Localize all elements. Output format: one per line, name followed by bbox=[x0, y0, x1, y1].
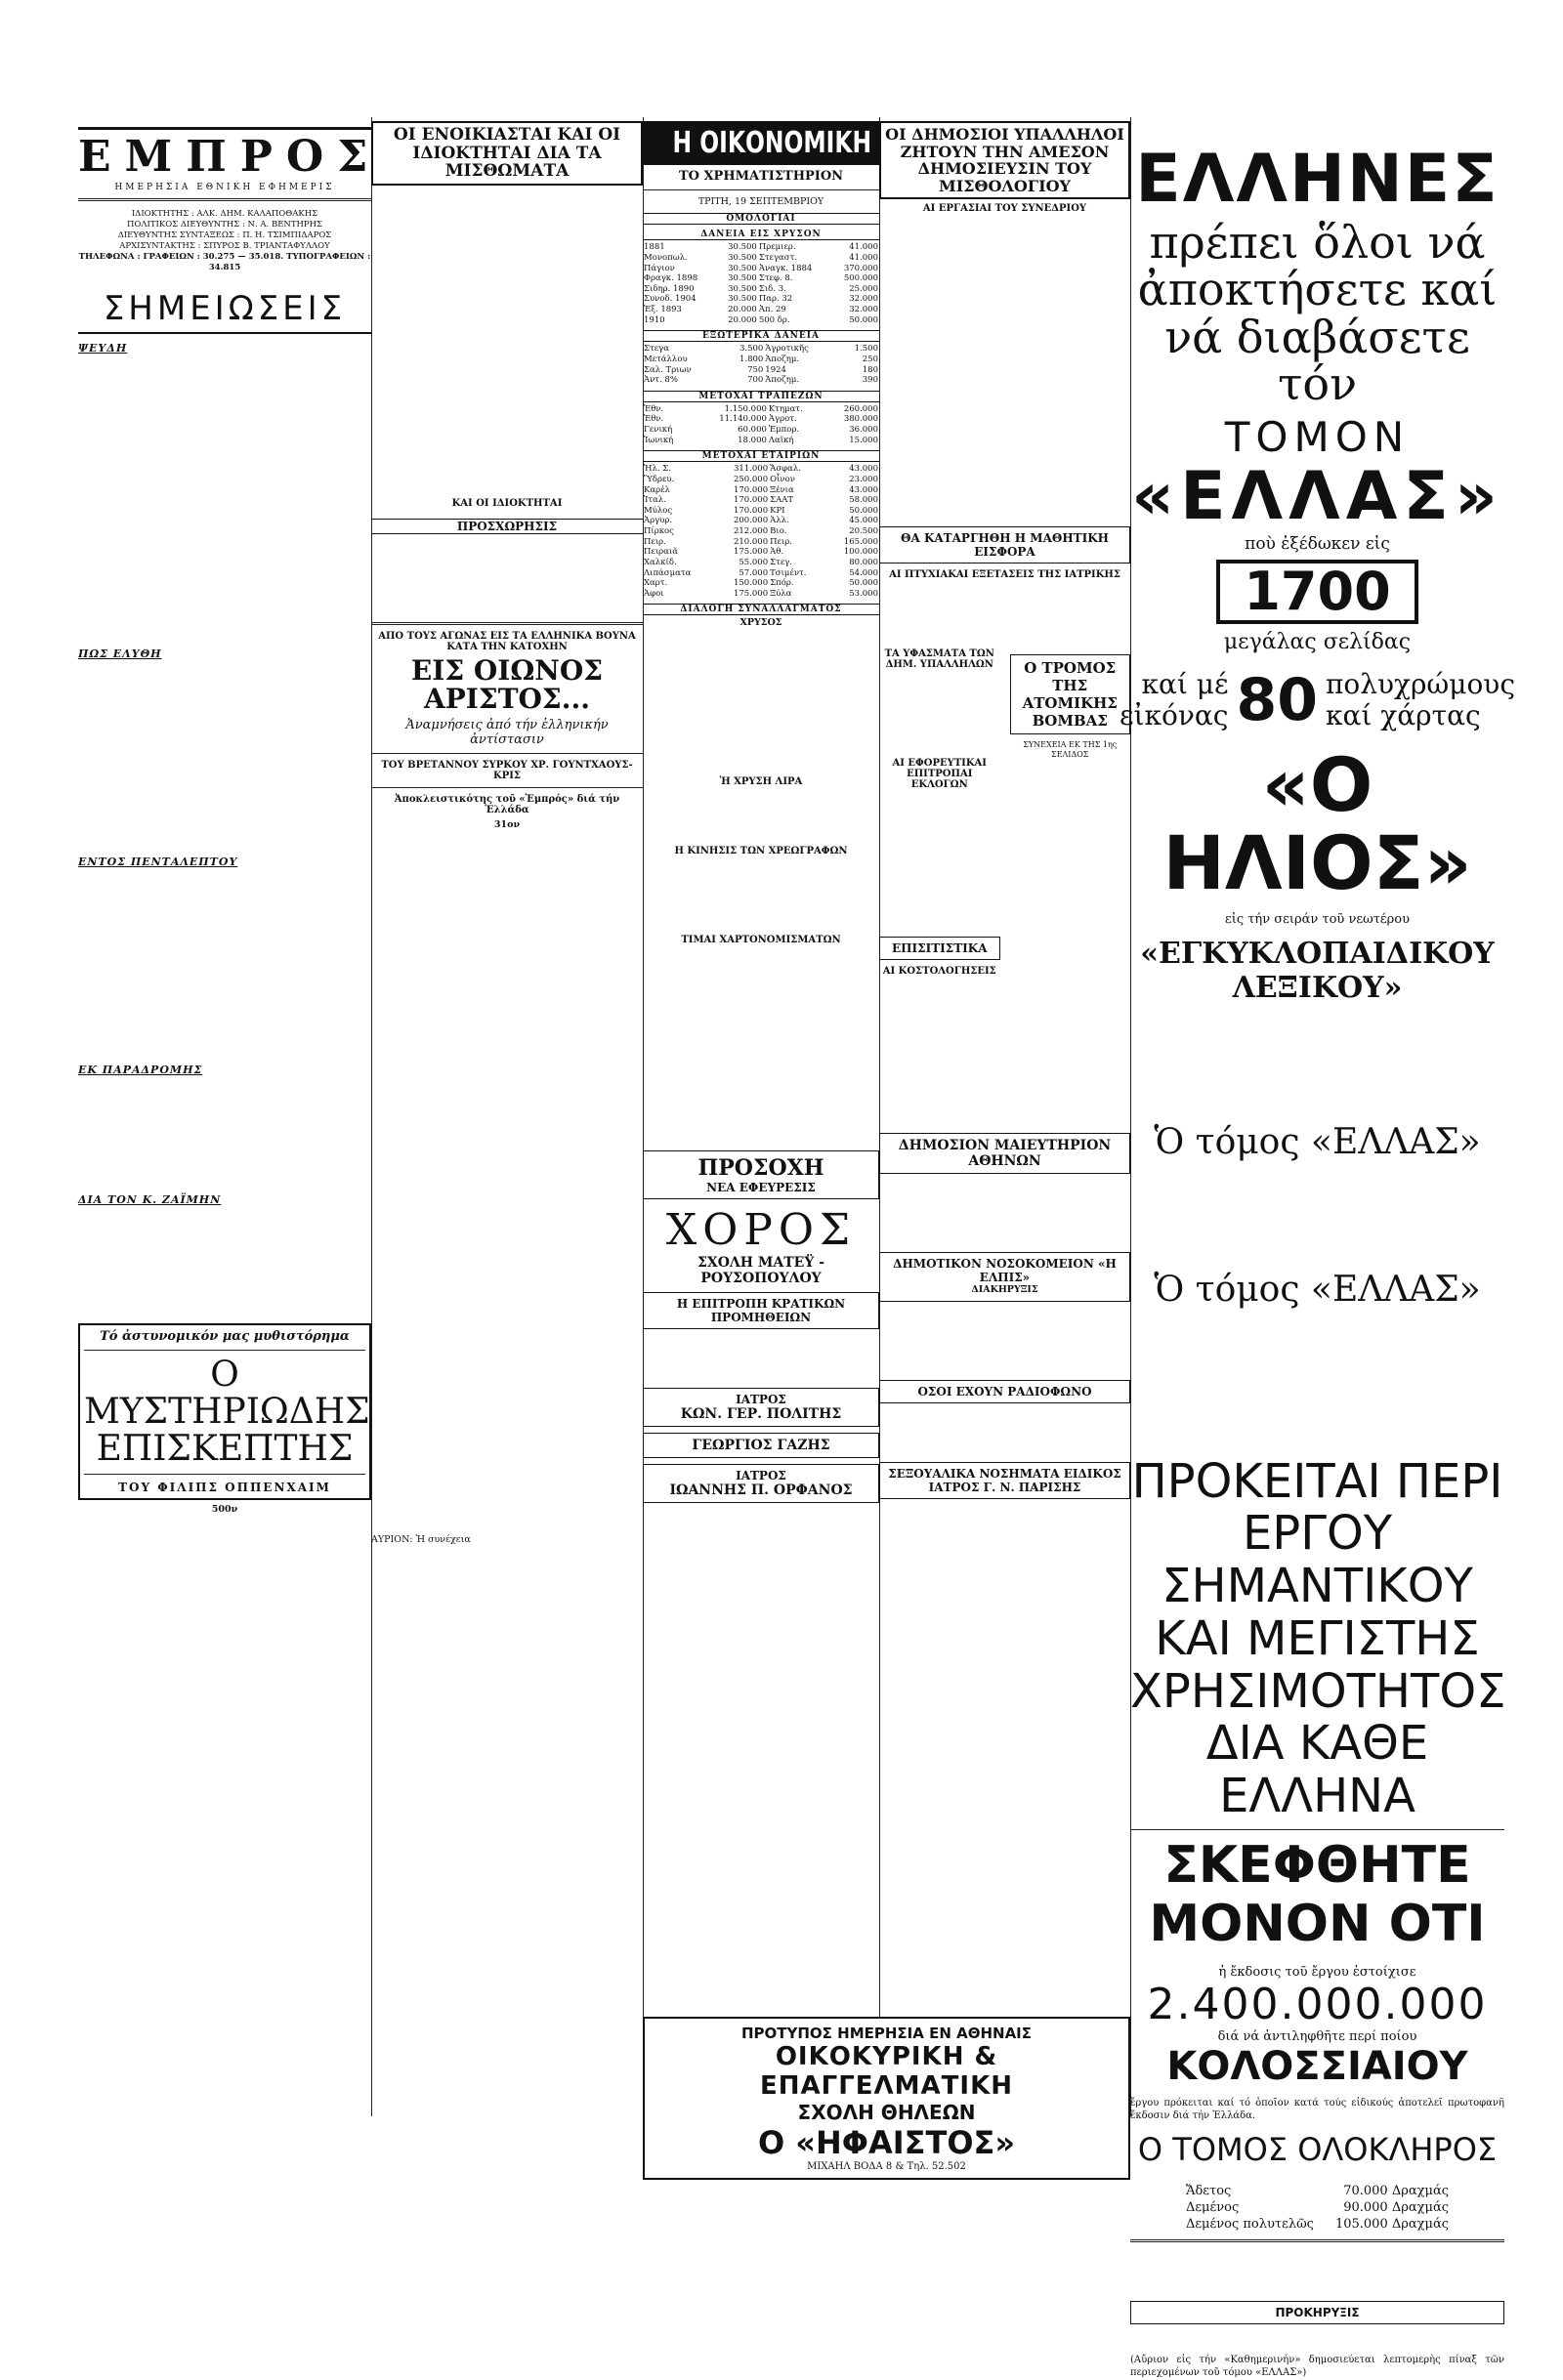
table-row: Ἠλ. Σ. 311.000 Ἄσφαλ. 43.000 bbox=[644, 464, 878, 475]
ad-series-intro: εἰς τήν σειράν τοῦ νεωτέρου bbox=[1224, 911, 1410, 927]
doctor-ad bbox=[643, 1464, 879, 1503]
exclusive-note: Ἀποκλειστικότης τοῦ «Ἐμπρός» διά τήν Ἑλλάδα bbox=[394, 793, 620, 815]
divider bbox=[1130, 1829, 1504, 1830]
ad-images-right bbox=[1326, 669, 1515, 731]
table-row: Φραγκ. 1898 30.500 Στεφ. 8. 500.000 bbox=[644, 273, 878, 284]
table-row: Δεμένος πολυτελῶς 105.000 Δραχμάς bbox=[1185, 2216, 1450, 2232]
table-row: Πειραιᾶ 175.000 Ἀθ. 100.000 bbox=[644, 547, 878, 558]
ad-intro: πρέπει ὅλοι νά ἀποκτήσετε καί νά διαβάσετε τόν bbox=[1137, 216, 1498, 410]
doctor-name: ΚΩΝ. ΓΕΡ. ΠΟΛΙΤΗΣ bbox=[680, 1405, 842, 1422]
table-row: 1881 30.500 Πρεμιερ. 41.000 bbox=[644, 242, 878, 253]
ad-whole-volume: Ο ΤΟΜΟΣ ΟΛΟΚΛΗΡΟΣ bbox=[1137, 2130, 1498, 2168]
subheading: Η ΚΙΝΗΣΙΣ ΤΩΝ ΧΡΕΩΓΡΑΦΩΝ bbox=[674, 845, 848, 856]
dance-ad-title: ΧΟΡΟΣ bbox=[665, 1204, 857, 1255]
company-shares-table bbox=[643, 464, 879, 599]
table-row: Ἀργυρ. 200.000 Ἀλλ. 45.000 bbox=[644, 516, 878, 526]
ad-think-headline: ΣΚΕΦΘΗΤΕ ΜΟΝΟΝ ΟΤΙ bbox=[1149, 1835, 1486, 1953]
committee-title: Η ΕΠΙΤΡΟΠΗ ΚΡΑΤΙΚΩΝ ΠΡΟΜΗΘΕΙΩΝ bbox=[676, 1296, 846, 1324]
ad-published-in: ποὺ ἐξέδωκεν εἰς bbox=[1245, 533, 1390, 554]
market-section-title: ΕΞΩΤΕΡΙΚΑ ΔΑΝΕΙΑ bbox=[643, 330, 879, 342]
foreign-loans-table bbox=[643, 344, 879, 386]
resistance-byline: ΤΟΥ ΒΡΕΤΑΝΝΟΥ ΣΥΡΚΟΥ ΧΡ. ΓΟΥΝΤΧΑΟΥΣ-ΚΡΙΣ bbox=[381, 759, 633, 781]
encyclopedia-ad bbox=[1119, 117, 1515, 2380]
school-ad-line: ΠΡΟΤΥΠΟΣ ΗΜΕΡΗΣΙΑ ΕΝ ΑΘΗΝΑΙΣ bbox=[740, 2025, 1033, 2042]
ad-volume-title: «ΕΛΛΑΣ» bbox=[1131, 458, 1503, 536]
news-heading: ΕΠΙΣΙΤΙΣΤΙΚΑ bbox=[892, 941, 988, 956]
resistance-kicker: ΑΠΟ ΤΟΥΣ ΑΓΩΝΑΣ ΕΙΣ ΤΑ ΕΛΛΗΝΙΚΑ ΒΟΥΝΑ ΚΑΤΑ ΤΗΝ ΚΑΤΟΧΗΝ bbox=[378, 631, 636, 653]
masthead-info-line: ΔΙΕΥΘΥΝΤΗΣ ΣΥΝΤΑΞΕΩΣ : Π. Η. ΤΣΙΜΠΙΔΑΡΟΣ bbox=[117, 230, 332, 241]
civil-servants-headline: ΟΙ ΔΗΜΟΣΙΟΙ ΥΠΑΛΛΗΛΟΙ ΖΗΤΟΥΝ ΤΗΝ ΑΜΕΣΟΝ ΔΗΜΟΣΙΕΥΣΙΝ ΤΟΥ ΜΙΣΘΟΛΟΓΙΟΥ bbox=[885, 125, 1124, 195]
serial-title-box bbox=[78, 1323, 371, 1499]
ad-publisher: «Ο ΗΛΙΟΣ» bbox=[1162, 740, 1472, 906]
masthead bbox=[78, 127, 382, 192]
serial-episode: 500ν bbox=[211, 1503, 238, 1515]
news-heading-box bbox=[879, 526, 1130, 564]
gold-loans-table bbox=[643, 242, 879, 325]
ad-volume-repeat: Ὁ τόμος «ΕΛΛΑΣ» bbox=[1154, 1121, 1481, 1162]
table-row: Λιπάσματα 57.000 Τσιμέντ. 54.000 bbox=[644, 567, 878, 578]
tenants-headline: ΟΙ ΕΝΟΙΚΙΑΣΤΑΙ ΚΑΙ ΟΙ ΙΔΙΟΚΤΗΤΑΙ ΔΙΑ ΤΑ ΜΙΣΘΩΜΑΤΑ bbox=[393, 125, 621, 182]
table-row: Σιδηρ. 1890 30.500 Σιδ. 3. 25.000 bbox=[644, 283, 878, 294]
ad-image-count: 80 bbox=[1236, 665, 1318, 734]
market-section-title: ΔΙΑΛΟΓΗ ΣΥΝΑΛΛΑΓΜΑΤΟΣ bbox=[643, 604, 879, 615]
resistance-headline: ΕΙΣ ΟΙΩΝΟΣ ΑΡΙΣΤΟΣ... bbox=[410, 654, 604, 716]
ad-headline: ΕΛΛΗΝΕΣ bbox=[1135, 141, 1500, 218]
masthead-info-line: ΤΗΛΕΦΩΝΑ : ΓΡΑΦΕΙΩΝ : 30.275 — 35.018. ΤΥΠΟΓΡΑΦΕΙΩΝ : 34.815 bbox=[78, 252, 371, 273]
table-row: Μετάλλου 1.800 Ἀποζημ. 250 bbox=[644, 354, 878, 364]
ad-price-table bbox=[1184, 2182, 1451, 2234]
table-row: Δεμένος 90.000 Δραχμάς bbox=[1185, 2199, 1450, 2215]
hospital-sub: ΔΙΑΚΗΡΥΞΙΣ bbox=[971, 1284, 1038, 1296]
masthead-info bbox=[78, 209, 371, 273]
masthead-name: ΕΜΠΡΟΣ bbox=[78, 132, 382, 182]
table-row: Ἰταλ. 170.000 ΣΑΑΤ 58.000 bbox=[644, 495, 878, 506]
divider bbox=[371, 622, 643, 625]
ad-cost-intro: ἡ ἔκδοσις τοῦ ἔργου ἐστοίχισε bbox=[1218, 1964, 1416, 1980]
table-row: Ἀφοι 175.000 Ξύλα 53.000 bbox=[644, 588, 878, 599]
subheading: ΣΥΝΕΧΕΙΑ ΕΚ ΤΗΣ 1ης ΣΕΛΙΔΟΣ bbox=[1023, 740, 1118, 760]
tenants-headline-box bbox=[371, 121, 643, 186]
subheading: ΧΡΥΣΟΣ bbox=[739, 617, 782, 629]
table-row: Καρέλ 170.000 Ξένια 43.000 bbox=[644, 484, 878, 495]
bank-shares-table bbox=[643, 404, 879, 446]
school-ad-name: Ο «ΗΦΑΙΣΤΟΣ» bbox=[757, 2124, 1016, 2161]
table-row: Ἰωνική 18.000 Λαϊκή 15.000 bbox=[644, 435, 878, 445]
news-heading-box bbox=[1010, 654, 1131, 734]
market-section-title: ΟΜΟΛΟΓΙΑΙ bbox=[643, 213, 879, 225]
doctor-title: ΙΑΤΡΟΣ bbox=[736, 1468, 786, 1482]
table-row: Πίρκος 212.000 Βιο. 20.500 bbox=[644, 526, 878, 537]
doctor-title: ΙΑΤΡΟΣ bbox=[736, 1392, 786, 1406]
maternity-title: ΔΗΜΟΣΙΟΝ ΜΑΙΕΥΤΗΡΙΟΝ ΑΘΗΝΩΝ bbox=[898, 1138, 1112, 1170]
subheading: Ἡ ΧΡΥΣΗ ΛΙΡΑ bbox=[719, 775, 803, 787]
rubric-heading: ΨΕΥΔΗ bbox=[78, 342, 128, 355]
hospital-title: ΔΗΜΟΤΙΚΟΝ ΝΟΣΟΚΟΜΕΙΟΝ «Η ΕΛΠΙΣ» bbox=[893, 1257, 1117, 1285]
divider bbox=[371, 787, 643, 788]
subheading: ΤΙΜΑΙ ΧΑΡΤΟΝΟΜΙΣΜΑΤΩΝ bbox=[681, 934, 841, 945]
doctor-name: ΓΕΩΡΓΙΟΣ ΓΑΖΗΣ bbox=[692, 1437, 830, 1453]
masthead-subtitle: ΗΜΕΡΗΣΙΑ ΕΘΝΙΚΗ ΕΦΗΜΕΡΙΣ bbox=[114, 183, 335, 192]
table-row: Ἐθν. 11.140.000 Ἀγροτ. 380.000 bbox=[644, 414, 878, 425]
ad-text: καί μέ bbox=[1141, 667, 1229, 700]
divider bbox=[371, 753, 643, 754]
two-col-block bbox=[879, 648, 1130, 977]
table-row: Ὕδρευ. 250.000 Οἶνον 23.000 bbox=[644, 474, 878, 484]
radio-notice bbox=[879, 1380, 1130, 1403]
table-row: 1910 20.000 500 δρ. 50.000 bbox=[644, 314, 878, 325]
rubric-heading: ΕΚ ΠΑΡΑΔΡΟΜΗΣ bbox=[78, 1064, 203, 1077]
ad-pages-label: μεγάλας σελίδας bbox=[1223, 629, 1412, 654]
ad-images-left bbox=[1119, 669, 1228, 731]
table-row: Ἐξ. 1893 20.000 Ἀπ. 29 32.000 bbox=[644, 305, 878, 315]
ad-important-work: ΠΡΟΚΕΙΤΑΙ ΠΕΡΙ ΕΡΓΟΥ ΣΗΜΑΝΤΙΚΟΥ ΚΑΙ ΜΕΓΙΣΤΗΣ ΧΡΗΣΙΜΟΤΗΤΟΣ ΔΙΑ ΚΑΘΕ ΕΛΛΗΝΑ bbox=[1130, 1453, 1506, 1824]
hospital-notice bbox=[879, 1252, 1130, 1301]
resistance-standfirst: Ἀναμνήσεις ἀπό τήν ἑλληνικήν ἀντίστασιν bbox=[405, 717, 609, 747]
school-ad bbox=[643, 2017, 1130, 2180]
table-row: Μονοπωλ. 30.500 Στεγαστ. 41.000 bbox=[644, 252, 878, 263]
table-row: Ἐθν. 1.150.000 Κτηματ. 260.000 bbox=[644, 403, 878, 414]
school-ad-address: ΜΙΧΑΗΛ ΒΟΔΑ 8 & Τηλ. 52.502 bbox=[807, 2161, 966, 2172]
column-1 bbox=[78, 117, 382, 1520]
divider bbox=[84, 1350, 365, 1351]
ad-text: εἰκόνας bbox=[1119, 698, 1229, 731]
ad-page-count: 1700 bbox=[1216, 560, 1417, 624]
market-section-title: ΜΕΤΟΧΑΙ ΕΤΑΙΡΙΩΝ bbox=[643, 450, 879, 462]
table-row: Χαρτ. 150.000 Σπόρ. 50.000 bbox=[644, 578, 878, 589]
section-title: ΣΗΜΕΙΩΣΕΙΣ bbox=[78, 289, 371, 334]
invention-ad-sub: ΝΕΑ ΕΦΕΥΡΕΣΙΣ bbox=[706, 1180, 816, 1194]
table-row: Ἀντ. 8% 700 Ἀποζημ. 390 bbox=[644, 375, 878, 386]
table-row: Στεγα 3.500 Ἀγροτικῆς 1.500 bbox=[644, 344, 878, 355]
serial-author: ΤΟΥ ΦΙΛΙΠΣ ΟΠΠΕΝΧΑΙΜ bbox=[118, 1480, 331, 1494]
table-row: Πάγιον 30.500 Ἀναγκ. 1884 370.000 bbox=[644, 263, 878, 273]
rubric-heading: ΕΝΤΟΣ ΠΕΝΤΑΛΕΠΤΟΥ bbox=[78, 856, 238, 869]
subheading: ΚΑΙ ΟΙ ΙΔΙΟΚΤΗΤΑΙ bbox=[451, 498, 563, 510]
column-4 bbox=[879, 117, 1130, 1505]
maternity-notice bbox=[879, 1133, 1130, 1174]
resistance-part: 31ον bbox=[493, 818, 521, 830]
table-row: Χαλκίδ. 55.000 Στεγ. 80.000 bbox=[644, 557, 878, 567]
doctor-name: ΙΩΑΝΝΗΣ Π. ΟΡΦΑΝΟΣ bbox=[669, 1482, 853, 1498]
rubric-heading: ΠΩΣ ΕΛΥΘΗ bbox=[78, 647, 162, 661]
column-3 bbox=[643, 117, 935, 1509]
invention-ad bbox=[643, 1150, 879, 1199]
divider bbox=[78, 198, 371, 201]
doctor-name: ΣΕΞΟΥΑΛΙΚΑ ΝΟΣΗΜΑΤΑ ΕΙΔΙΚΟΣ ΙΑΤΡΟΣ Γ. Ν. ΠΑΡΙΣΗΣ bbox=[888, 1466, 1121, 1494]
ad-cost-outro: διά νά ἀντιληφθῆτε περί ποίου bbox=[1217, 2028, 1417, 2044]
invention-ad-title: ΠΡΟΣΟΧΗ bbox=[697, 1154, 824, 1181]
subheading: ΑΙ ΕΡΓΑΣΙΑΙ ΤΟΥ ΣΥΝΕΔΡΙΟΥ bbox=[922, 203, 1087, 215]
proclamation-title: ΠΡΟΚΗΡΥΞΙΣ bbox=[1275, 2305, 1360, 2319]
left-subcolumn bbox=[879, 648, 1000, 977]
committee-box bbox=[643, 1292, 879, 1329]
divider bbox=[84, 1474, 365, 1475]
ad-images-line bbox=[1119, 665, 1515, 734]
market-section-title: ΔΑΝΕΙΑ ΕΙΣ ΧΡΥΣΟΝ bbox=[643, 230, 879, 240]
school-ad-line: ΣΧΟΛΗ ΘΗΛΕΩΝ bbox=[797, 2101, 976, 2124]
subheading: ΠΡΟΣΧΩΡΗΣΙΣ bbox=[371, 519, 643, 534]
ad-text: καί χάρτας bbox=[1325, 698, 1481, 731]
news-heading: ΤΑ ΥΦΑΣΜΑΤΑ ΤΩΝ ΔΗΜ. ΥΠΑΛΛΗΛΩΝ bbox=[884, 648, 994, 671]
ad-cost-value: 2.400.000.000 bbox=[1147, 1979, 1488, 2029]
right-subcolumn bbox=[1010, 648, 1131, 977]
serial-kicker: Τό ἀστυνομικόν μας μυθιστόρημα bbox=[100, 1329, 350, 1345]
dance-school-name: ΣΧΟΛΗ ΜΑΤΕΫ - ΡΟΥΣΟΠΟΥΛΟΥ bbox=[697, 1254, 825, 1286]
ad-colossal: ΚΟΛΟΣΣΙΑΙΟΥ bbox=[1166, 2043, 1468, 2089]
economy-headline: Η ΟΙΚΟΝΟΜΙΚΗ ΖΩΗ bbox=[672, 126, 935, 160]
column-2 bbox=[371, 117, 643, 1547]
table-row: Συνοδ. 1904 30.500 Παρ. 32 32.000 bbox=[644, 294, 878, 305]
doctor-ad bbox=[879, 1462, 1130, 1499]
masthead-info-line: ΠΟΛΙΤΙΚΟΣ ΔΙΕΥΘΥΝΤΗΣ : Ν. Α. ΒΕΝΤΗΡΗΣ bbox=[126, 220, 323, 230]
ad-colossal-note: ἔργου πρόκειται καί τό ὁποῖον κατά τούς εἰδικούς ἀποτελεῖ πρωτοφανῆ ἔκδοσιν διά τήν Ἑλλάδα. bbox=[1130, 2097, 1504, 2122]
ad-text: πολυχρώμους bbox=[1325, 667, 1515, 700]
news-heading: Ο ΤΡΟΜΟΣ ΤΗΣ ΑΤΟΜΙΚΗΣ ΒΟΜΒΑΣ bbox=[1022, 659, 1118, 731]
table-row: Σαλ. Τριων 750 1924 180 bbox=[644, 364, 878, 375]
market-section-title: ΜΕΤΟΧΑΙ ΤΡΑΠΕΖΩΝ bbox=[643, 391, 879, 402]
ad-volume-label: ΤΟΜΟΝ bbox=[1224, 413, 1411, 462]
civil-servants-headline-box bbox=[879, 121, 1130, 199]
exchange-date: ΤΡΙΤΗ, 19 ΣΕΠΤΕΜΒΡΙΟΥ bbox=[697, 196, 824, 207]
masthead-info-line: ΙΔΙΟΚΤΗΤΗΣ : ΑΛΚ. ΔΗΜ. ΚΑΛΑΠΟΘΑΚΗΣ bbox=[131, 209, 318, 219]
ad-footer-note: (Αὔριον εἰς τήν «Καθημερινήν» δημοσιεύεται λεπτομερὴς πίναξ τῶν περιεχομένων τοῦ τόμου «ΕΛΛΑΣ») bbox=[1130, 2354, 1504, 2379]
news-heading: ΑΙ ΕΦΟΡΕΥΤΙΚΑΙ ΕΠΙΤΡΟΠΑΙ ΕΚΛΟΓΩΝ bbox=[892, 758, 987, 791]
rubric-heading: ΔΙΑ ΤΟΝ Κ. ΖΑΪΜΗΝ bbox=[78, 1193, 222, 1207]
table-row: Γενική 60.000 Ἐμπορ. 36.000 bbox=[644, 425, 878, 436]
subheading: ΑΙ ΠΤΥΧΙΑΚΑΙ ΕΞΕΤΑΣΕΙΣ ΤΗΣ ΙΑΤΡΙΚΗΣ bbox=[889, 569, 1120, 581]
news-heading-box bbox=[879, 937, 1000, 960]
doctor-ad bbox=[643, 1433, 879, 1458]
serial-title: Ο ΜΥΣΤΗΡΙΩΔΗΣ ΕΠΙΣΚΕΠΤΗΣ bbox=[84, 1355, 370, 1469]
stock-exchange-title: ΤΟ ΧΡΗΜΑΤΙΣΤΗΡΙΟΝ bbox=[678, 169, 844, 184]
school-ad-line: ΟΙΚΟΚΥΡΙΚΗ & ΕΠΑΓΓΕΛΜΑΤΙΚΗ bbox=[760, 2042, 1013, 2101]
doctor-ad bbox=[643, 1388, 879, 1427]
masthead-info-line: ΑΡΧΙΣΥΝΤΑΚΤΗΣ : ΣΠΥΡΟΣ Β. ΤΡΙΑΝΤΑΦΥΛΛΟΥ bbox=[119, 241, 330, 252]
continued-note: ΑΥΡΙΟΝ: Ἡ συνέχεια bbox=[371, 1534, 471, 1546]
table-row: Πειρ. 210.000 Πειρ. 165.000 bbox=[644, 536, 878, 547]
proclamation-box bbox=[1130, 2301, 1504, 2324]
divider bbox=[643, 189, 879, 190]
news-heading: ΘΑ ΚΑΤΑΡΓΗΘΗ Η ΜΑΘΗΤΙΚΗ ΕΙΣΦΟΡΑ bbox=[901, 531, 1109, 560]
ad-volume-repeat: Ὁ τόμος «ΕΛΛΑΣ» bbox=[1154, 1269, 1481, 1310]
divider bbox=[1130, 2239, 1504, 2242]
ad-series-title: «ΕΓΚΥΚΛΟΠΑΙΔΙΚΟΥ ΛΕΞΙΚΟΥ» bbox=[1140, 936, 1495, 1005]
radio-title: ΟΣΟΙ ΕΧΟΥΝ ΡΑΔΙΟΦΩΝΟ bbox=[917, 1384, 1092, 1399]
table-row: Μύλος 170.000 ΚΡΙ 50.000 bbox=[644, 505, 878, 516]
subheading: ΑΙ ΚΟΣΤΟΛΟΓΗΣΕΙΣ bbox=[882, 966, 996, 978]
economy-headline-box bbox=[643, 121, 935, 165]
table-row: Ἄδετος 70.000 Δραχμάς bbox=[1185, 2183, 1450, 2198]
